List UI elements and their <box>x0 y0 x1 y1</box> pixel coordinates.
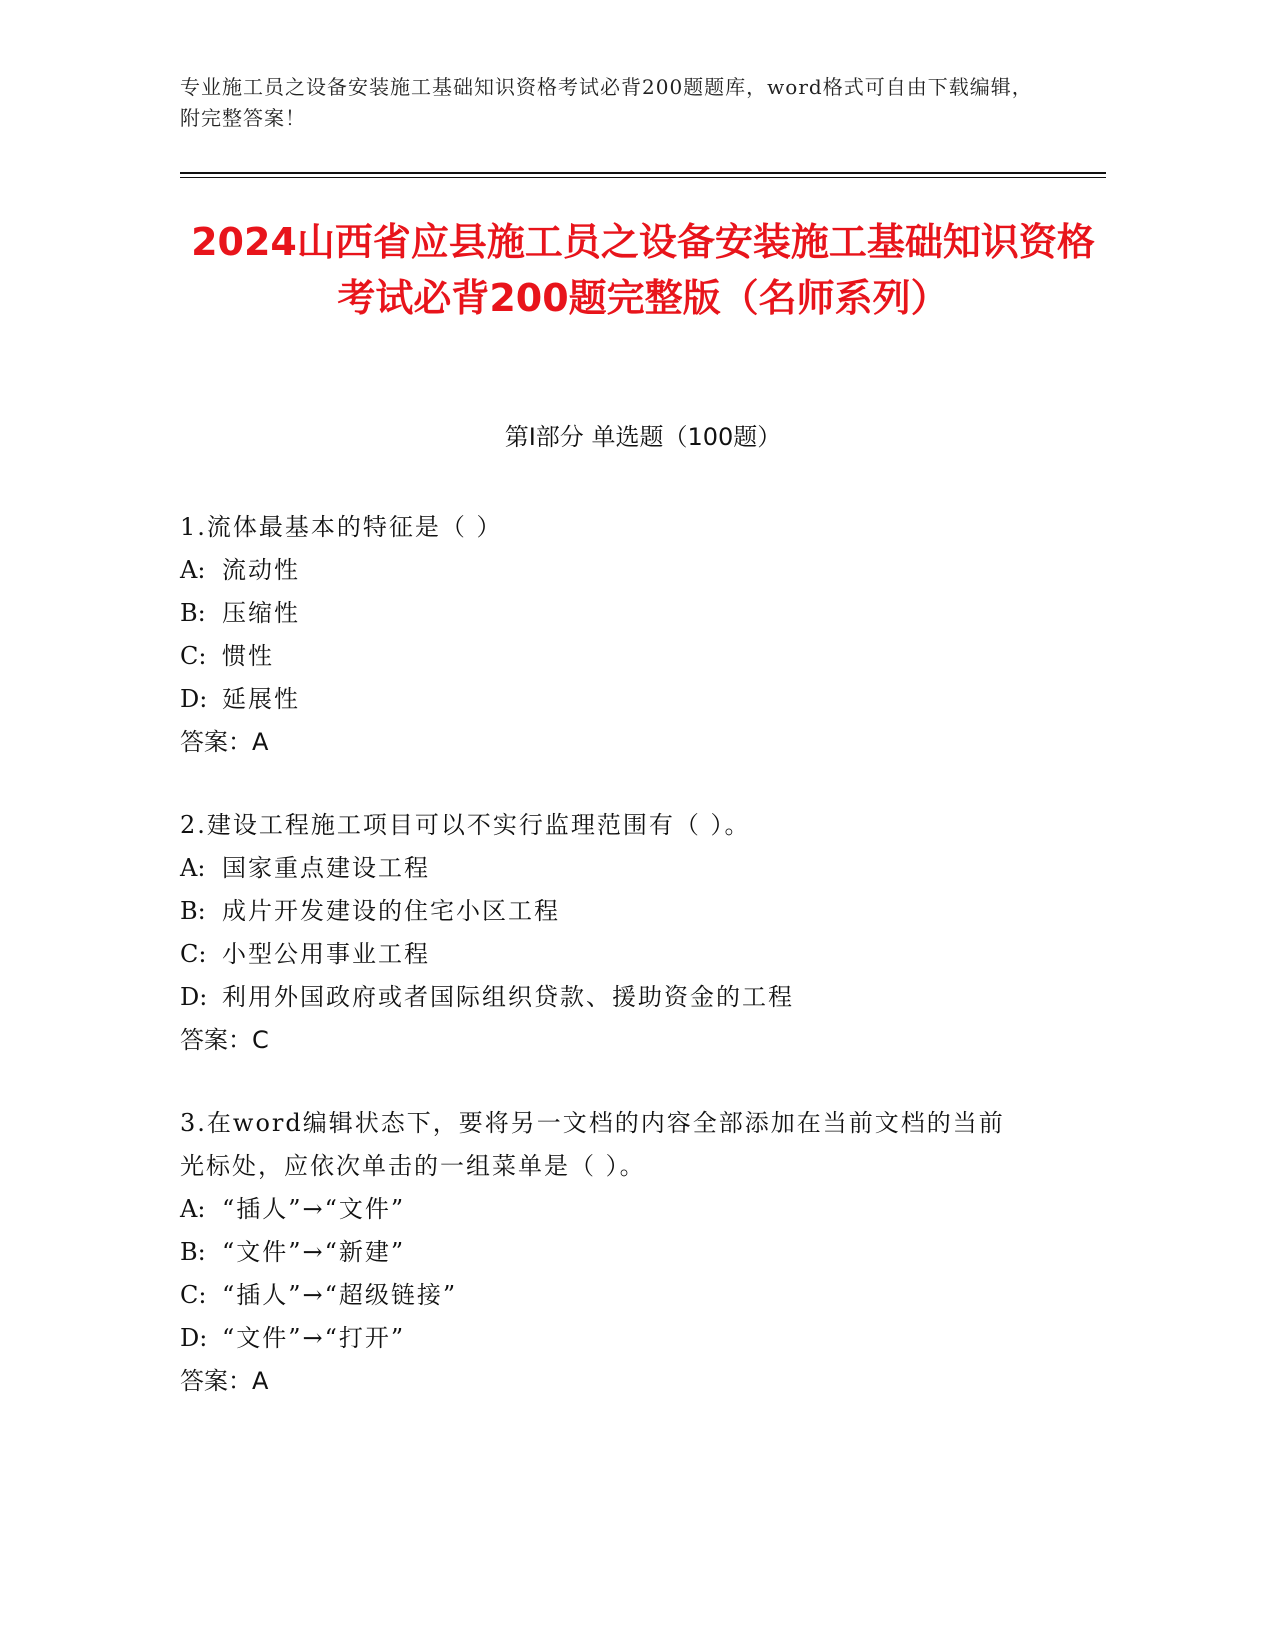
option-letter: A: <box>180 556 206 584</box>
option-letter: A: <box>180 1195 206 1223</box>
option-text: “文件”→“打开” <box>222 1324 406 1352</box>
option-c <box>180 635 1030 678</box>
option-letter: B: <box>180 897 206 925</box>
option-d <box>180 976 1030 1019</box>
question-list <box>180 506 1030 1443</box>
option-text: “插人”→“超级链接” <box>222 1281 458 1309</box>
option-b <box>180 890 1030 933</box>
option-text: 小型公用事业工程 <box>222 940 430 968</box>
question-stem: 1.流体最基本的特征是（ ） <box>180 513 503 541</box>
option-a <box>180 847 1030 890</box>
option-c <box>180 933 1030 976</box>
option-text: “插人”→“文件” <box>222 1195 406 1223</box>
option-text: “文件”→“新建” <box>222 1238 406 1266</box>
option-letter: C: <box>180 940 207 968</box>
option-c <box>180 1274 1030 1317</box>
question-stem: 2.建设工程施工项目可以不实行监理范围有（ ）。 <box>180 811 751 839</box>
option-text: 惯性 <box>222 642 274 670</box>
option-letter: A: <box>180 854 206 882</box>
question-2 <box>180 804 1030 1062</box>
option-text: 压缩性 <box>222 599 300 627</box>
option-d <box>180 678 1030 721</box>
option-text: 延展性 <box>222 685 300 713</box>
option-b <box>180 1231 1030 1274</box>
answer-line: 答案：A <box>180 1367 269 1395</box>
question-3 <box>180 1102 1030 1403</box>
option-b <box>180 592 1030 635</box>
header-note: 专业施工员之设备安装施工基础知识资格考试必背200题题库，word格式可自由下载编辑，附完整答案！ <box>180 75 1033 130</box>
option-text: 成片开发建设的住宅小区工程 <box>222 897 560 925</box>
section-heading: 第I部分 单选题（100题） <box>504 423 782 451</box>
option-letter: B: <box>180 599 206 627</box>
option-letter: C: <box>180 1281 207 1309</box>
option-a <box>180 549 1030 592</box>
option-letter: D: <box>180 1324 208 1352</box>
option-letter: C: <box>180 642 207 670</box>
question-1 <box>180 506 1030 764</box>
answer-line: 答案：C <box>180 1026 269 1054</box>
header-divider-thin <box>180 177 1106 178</box>
option-text: 利用外国政府或者国际组织贷款、援助资金的工程 <box>222 983 794 1011</box>
header-divider-thick <box>180 172 1106 174</box>
document-title: 2024山西省应县施工员之设备安装施工基础知识资格考试必背200题完整版（名师系列） <box>191 220 1095 320</box>
answer-line: 答案：A <box>180 728 269 756</box>
option-text: 流动性 <box>222 556 300 584</box>
option-text: 国家重点建设工程 <box>222 854 430 882</box>
question-stem: 3.在word编辑状态下，要将另一文档的内容全部添加在当前文档的当前光标处，应依次单击的一组菜单是（ ）。 <box>180 1109 1005 1180</box>
option-a <box>180 1188 1030 1231</box>
option-letter: B: <box>180 1238 206 1266</box>
option-letter: D: <box>180 983 208 1011</box>
option-d <box>180 1317 1030 1360</box>
option-letter: D: <box>180 685 208 713</box>
